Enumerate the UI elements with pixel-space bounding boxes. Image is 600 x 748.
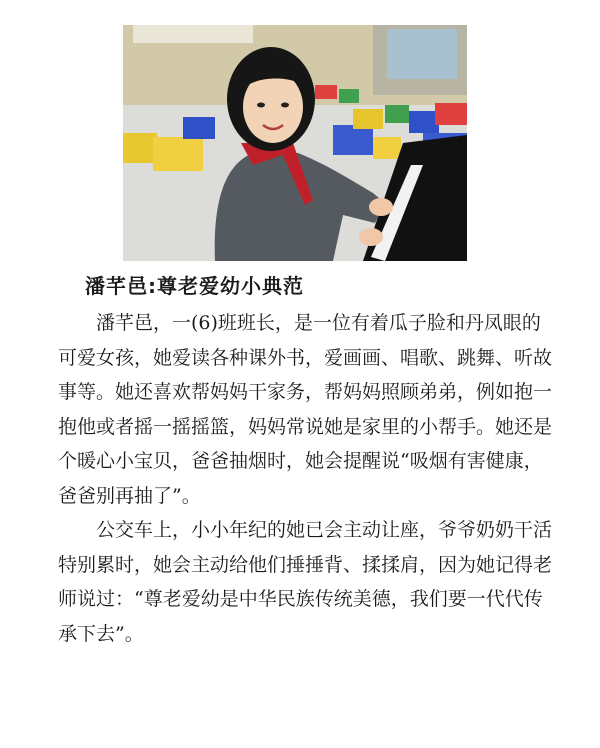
article-photo [123, 25, 467, 261]
article-paragraph: 潘芊邑，一(6)班班长，是一位有着瓜子脸和丹凤眼的可爱女孩，她爱读各种课外书，爱画画、唱歌、跳舞、听故事等。她还喜欢帮妈妈干家务，帮妈妈照顾弟弟，例如抱一抱他或者摇一摇摇篮，妈妈常说她是家里的小帮手。她还是个暖心小宝贝，爸爸抽烟时，她会提醒说“吸烟有害健康，爸爸别再抽了”。 [58, 312, 553, 507]
article-body [58, 306, 558, 651]
article-paragraph: 公交车上，小小年纪的她已会主动让座，爷爷奶奶干活特别累时，她会主动给他们捶捶背、揉揉肩，因为她记得老师说过：“尊老爱幼是中华民族传统美德，我们要一代代传承下去”。 [58, 519, 553, 645]
girl-piano-illustration [123, 25, 467, 261]
article-headline: 潘芊邑:尊老爱幼小典范 [85, 274, 304, 298]
